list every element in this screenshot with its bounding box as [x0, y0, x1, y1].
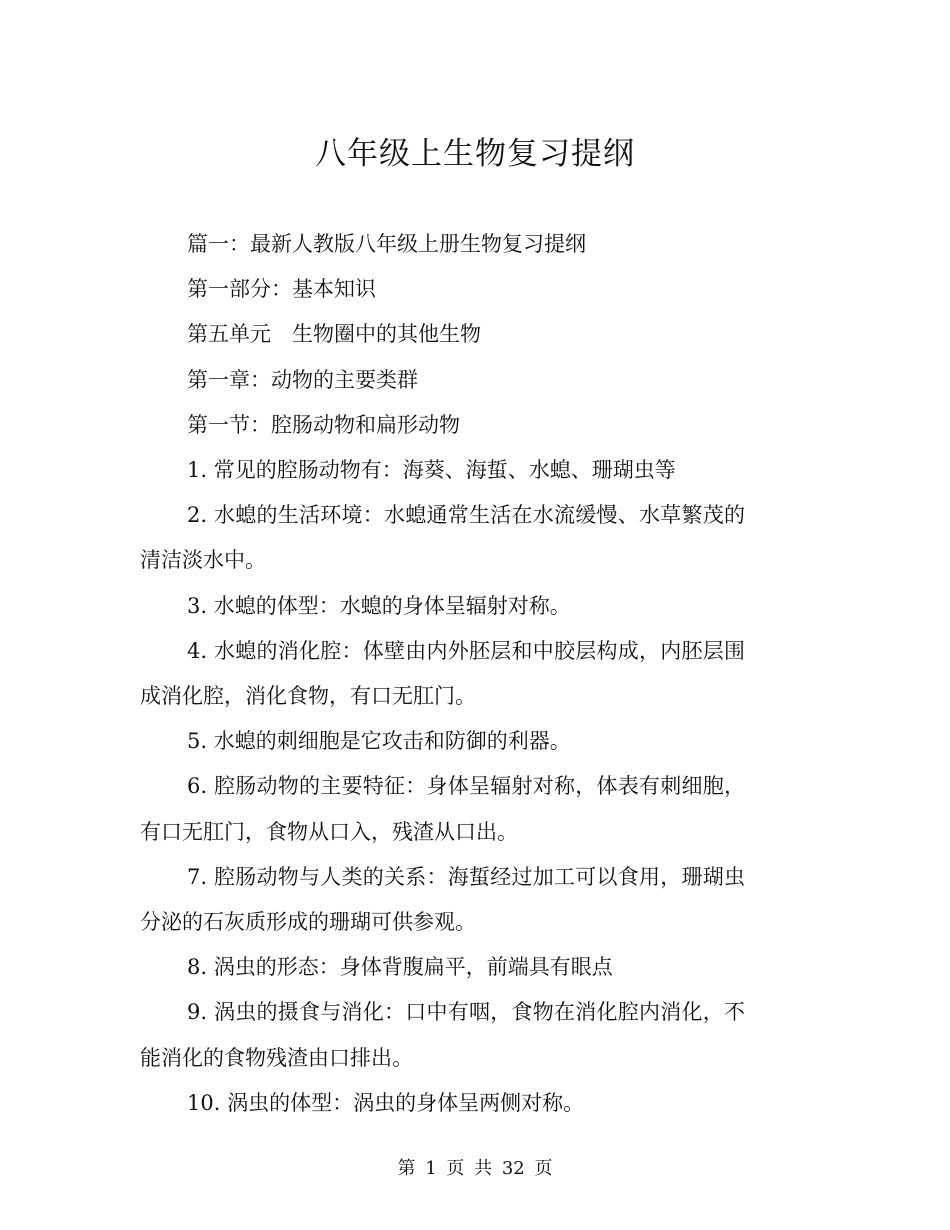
paragraph: 2. 水螅的生活环境：水螅通常生活在水流缓慢、水草繁茂的清洁淡水中。 — [140, 503, 745, 573]
paragraph: 第五单元 生物圈中的其他生物 — [187, 322, 481, 347]
document-title: 八年级上生物复习提纲 — [315, 136, 635, 172]
paragraph: 6. 腔肠动物的主要特征：身体呈辐射对称，体表有刺细胞，有口无肛门，食物从口入，残渣从口出。 — [140, 774, 745, 844]
paragraph: 7. 腔肠动物与人类的关系：海蜇经过加工可以食用，珊瑚虫分泌的石灰质形成的珊瑚可供参观。 — [140, 864, 745, 935]
paragraph: 第一章：动物的主要类群 — [187, 367, 418, 392]
paragraph: 1. 常见的腔肠动物有：海葵、海蜇、水螅、珊瑚虫等 — [187, 458, 676, 483]
page-number-footer: 第 1 页 共 32 页 — [397, 1158, 553, 1179]
paragraph: 4. 水螅的消化腔：体壁由内外胚层和中胶层构成，内胚层围成消化腔，消化食物，有口无肛门。 — [140, 638, 745, 709]
paragraph: 9. 涡虫的摄食与消化：口中有咽，食物在消化腔内消化，不能消化的食物残渣由口排出。 — [140, 1000, 745, 1070]
paragraph: 3. 水螅的体型：水螅的身体呈辐射对称。 — [187, 593, 571, 618]
paragraph: 10. 涡虫的体型：涡虫的身体呈两侧对称。 — [187, 1090, 585, 1115]
paragraph: 第一节：腔肠动物和扁形动物 — [187, 412, 460, 437]
paragraph: 篇一：最新人教版八年级上册生物复习提纲 — [187, 232, 586, 256]
paragraph: 第一部分：基本知识 — [187, 277, 376, 302]
document-body — [140, 222, 745, 1126]
paragraph: 8. 涡虫的形态：身体背腹扁平，前端具有眼点 — [187, 955, 613, 980]
paragraph: 5. 水螅的刺细胞是它攻击和防御的利器。 — [187, 729, 571, 754]
